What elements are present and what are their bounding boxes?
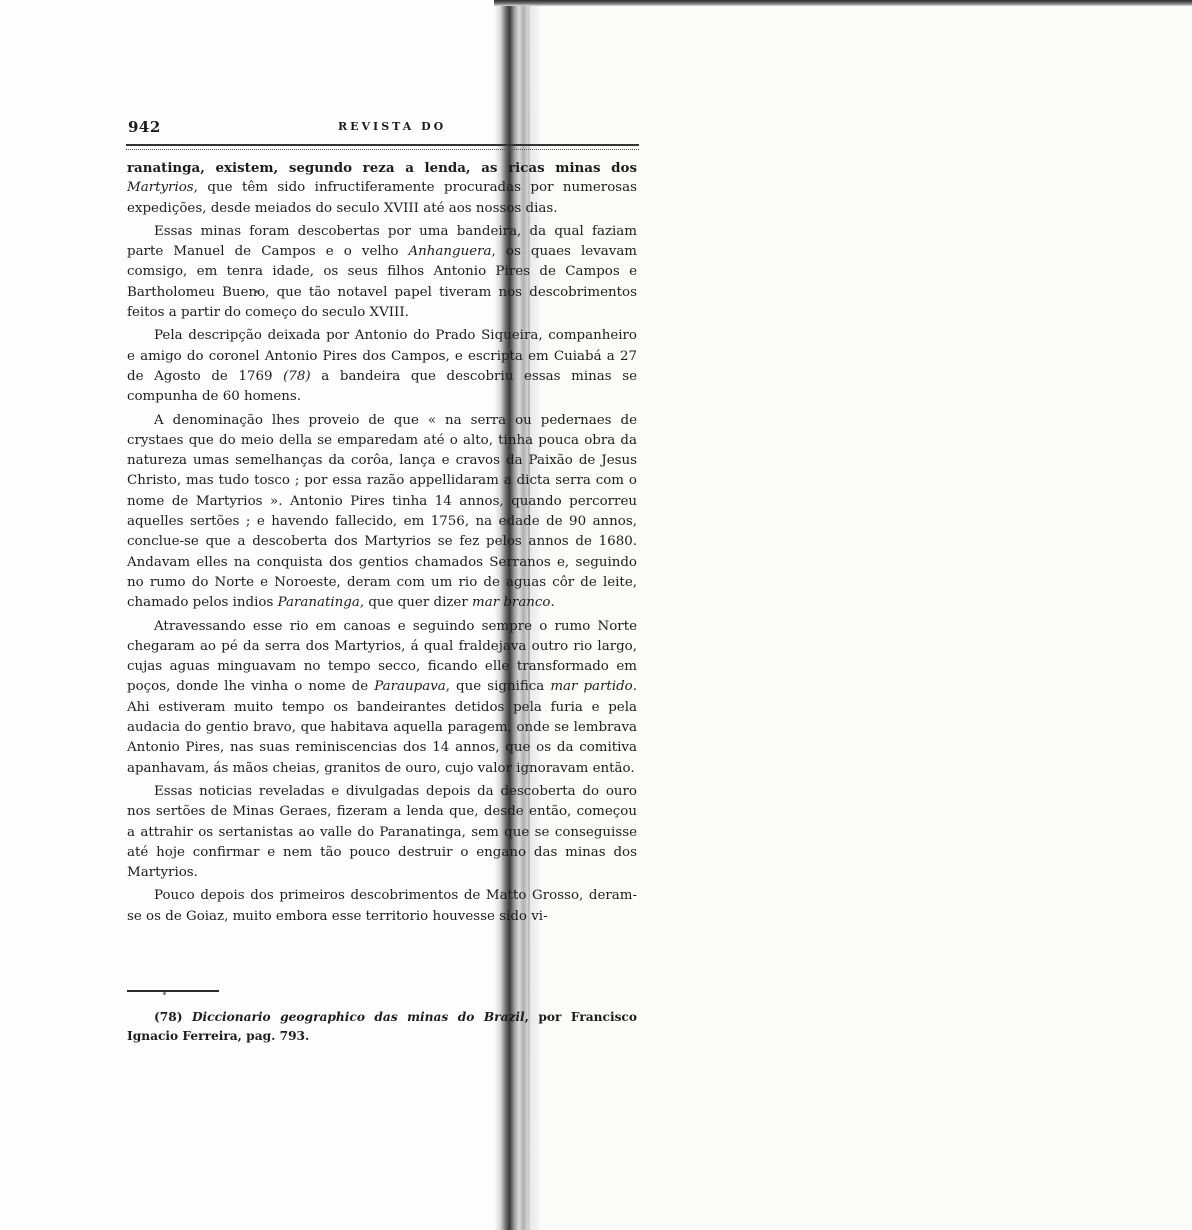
- text-run: .: [550, 595, 555, 611]
- body-text: [127, 158, 637, 930]
- page-speck: [163, 992, 166, 995]
- text-run: (78): [154, 1010, 192, 1024]
- italic-text: Paranatinga: [277, 595, 360, 611]
- text-run: , por Francisco Ignacio Ferreira, pag. 793.: [127, 1010, 637, 1043]
- italic-text: Martyrios: [127, 180, 194, 196]
- text-run: , que significa: [445, 679, 551, 695]
- text-run: . Ahi estiveram muito tempo os bandeirantes detidos pela furia e pela audacia do gentio bravo, que habitava aquella paragem, onde se lembrava Antonio Pires, nas suas reminiscencias dos 14 annos, que os da comitiva apanhavam, ás mãos cheias, granitos de ouro, cujo valor ignoravam então.: [127, 679, 637, 776]
- footnote: [127, 1008, 637, 1046]
- italic-text: Diccionario geographico das minas do Brazil: [191, 1010, 525, 1024]
- paragraph: [127, 158, 637, 219]
- italic-text: mar branco: [472, 595, 551, 611]
- page-header: [128, 118, 638, 138]
- text-run: Essas minas foram descobertas por uma bandeira, da qual faziam parte Manuel de Campos e o velho: [127, 223, 637, 260]
- text-run: Pela descripção deixada por Antonio do Prado Siqueira, companheiro e amigo do coronel Antonio Pires dos Campos, e escripta em Cuiabá a 27 de Agosto de 1769: [127, 328, 637, 384]
- paragraph: [127, 411, 637, 614]
- header-rule: [126, 144, 639, 146]
- paragraph: [127, 326, 637, 407]
- paragraph: [127, 222, 637, 323]
- text-run: Essas noticias reveladas e divulgadas depois da descoberta do ouro nos sertões de Minas Geraes, fizeram a lenda que, desde então, começou a attrahir os sertanistas ao valle do Paranatinga, sem que se conseguisse até hoje confirmar e nem tão pouco destruir o engano das minas dos Martyrios.: [127, 783, 637, 881]
- text-run: A denominação lhes proveio de que « na serra ou pedernaes de crystaes que do meio della se emparedam até o alto, tinha pouca obra da natureza umas semelhanças da corôa, lança e cravos da Paixão de Jesus Christo, mas tudo tosco ; por essa razão appellidaram a dicta serra com o nome de Martyrios ». Antonio Pires tinha 14 annos, quando percorreu aquelles sertões ; e havendo fallecido, em 1756, na edade de 90 annos, conclue-se que a descoberta dos Martyrios se fez pelos annos de 1680. Andavam elles na conquista dos gentios chamados Serranos e, seguindo no rumo do Norte e Noroeste, deram com um rio de aguas côr de leite, chamado pelos indios: [127, 412, 637, 611]
- text-run: ranatinga, existem, segundo reza a lenda, as ricas minas dos: [127, 160, 637, 176]
- right-text-page: [540, 6, 1192, 1230]
- running-head: REVISTA DO: [338, 120, 447, 133]
- italic-text: Paraupava: [374, 679, 446, 695]
- paragraph: [127, 782, 637, 883]
- text-run: a bandeira que descobriu essas minas se compunha de 60 homens.: [127, 368, 637, 405]
- paragraph: [127, 886, 637, 927]
- text-run: Pouco depois dos primeiros descobrimentos de Matto Grosso, deram-se os de Goiaz, muito embora esse territorio houvesse sido vi-: [127, 888, 637, 924]
- footnote-rule: [127, 990, 219, 992]
- italic-text: mar partido: [550, 679, 633, 695]
- paragraph: [127, 617, 637, 779]
- italic-text: Anhanguera: [408, 244, 492, 260]
- page-number: 942: [128, 118, 161, 136]
- italic-text: (78): [283, 368, 311, 384]
- header-rule-dotted: [126, 149, 639, 150]
- text-run: Atravessando esse rio em canoas e seguindo sempre o rumo Norte chegaram ao pé da serra dos Martyrios, á qual fraldejava outro rio largo, cujas aguas minguavam no tempo secco, ficando elle transformado em poços, donde lhe vinha o nome de: [127, 618, 637, 695]
- text-run: , que quer dizer: [359, 595, 473, 611]
- text-run: , que têm sido infructiferamente procuradas por numerosas expedições, desde meiados do seculo XVIII até aos nossos dias.: [127, 180, 637, 216]
- text-run: , os quaes levavam comsigo, em tenra idade, os seus filhos Antonio Pires de Campos e Bartholomeu Bueno, que tão notavel papel tiveram nos descobrimentos feitos a partir do começo do seculo XVIII.: [127, 244, 637, 321]
